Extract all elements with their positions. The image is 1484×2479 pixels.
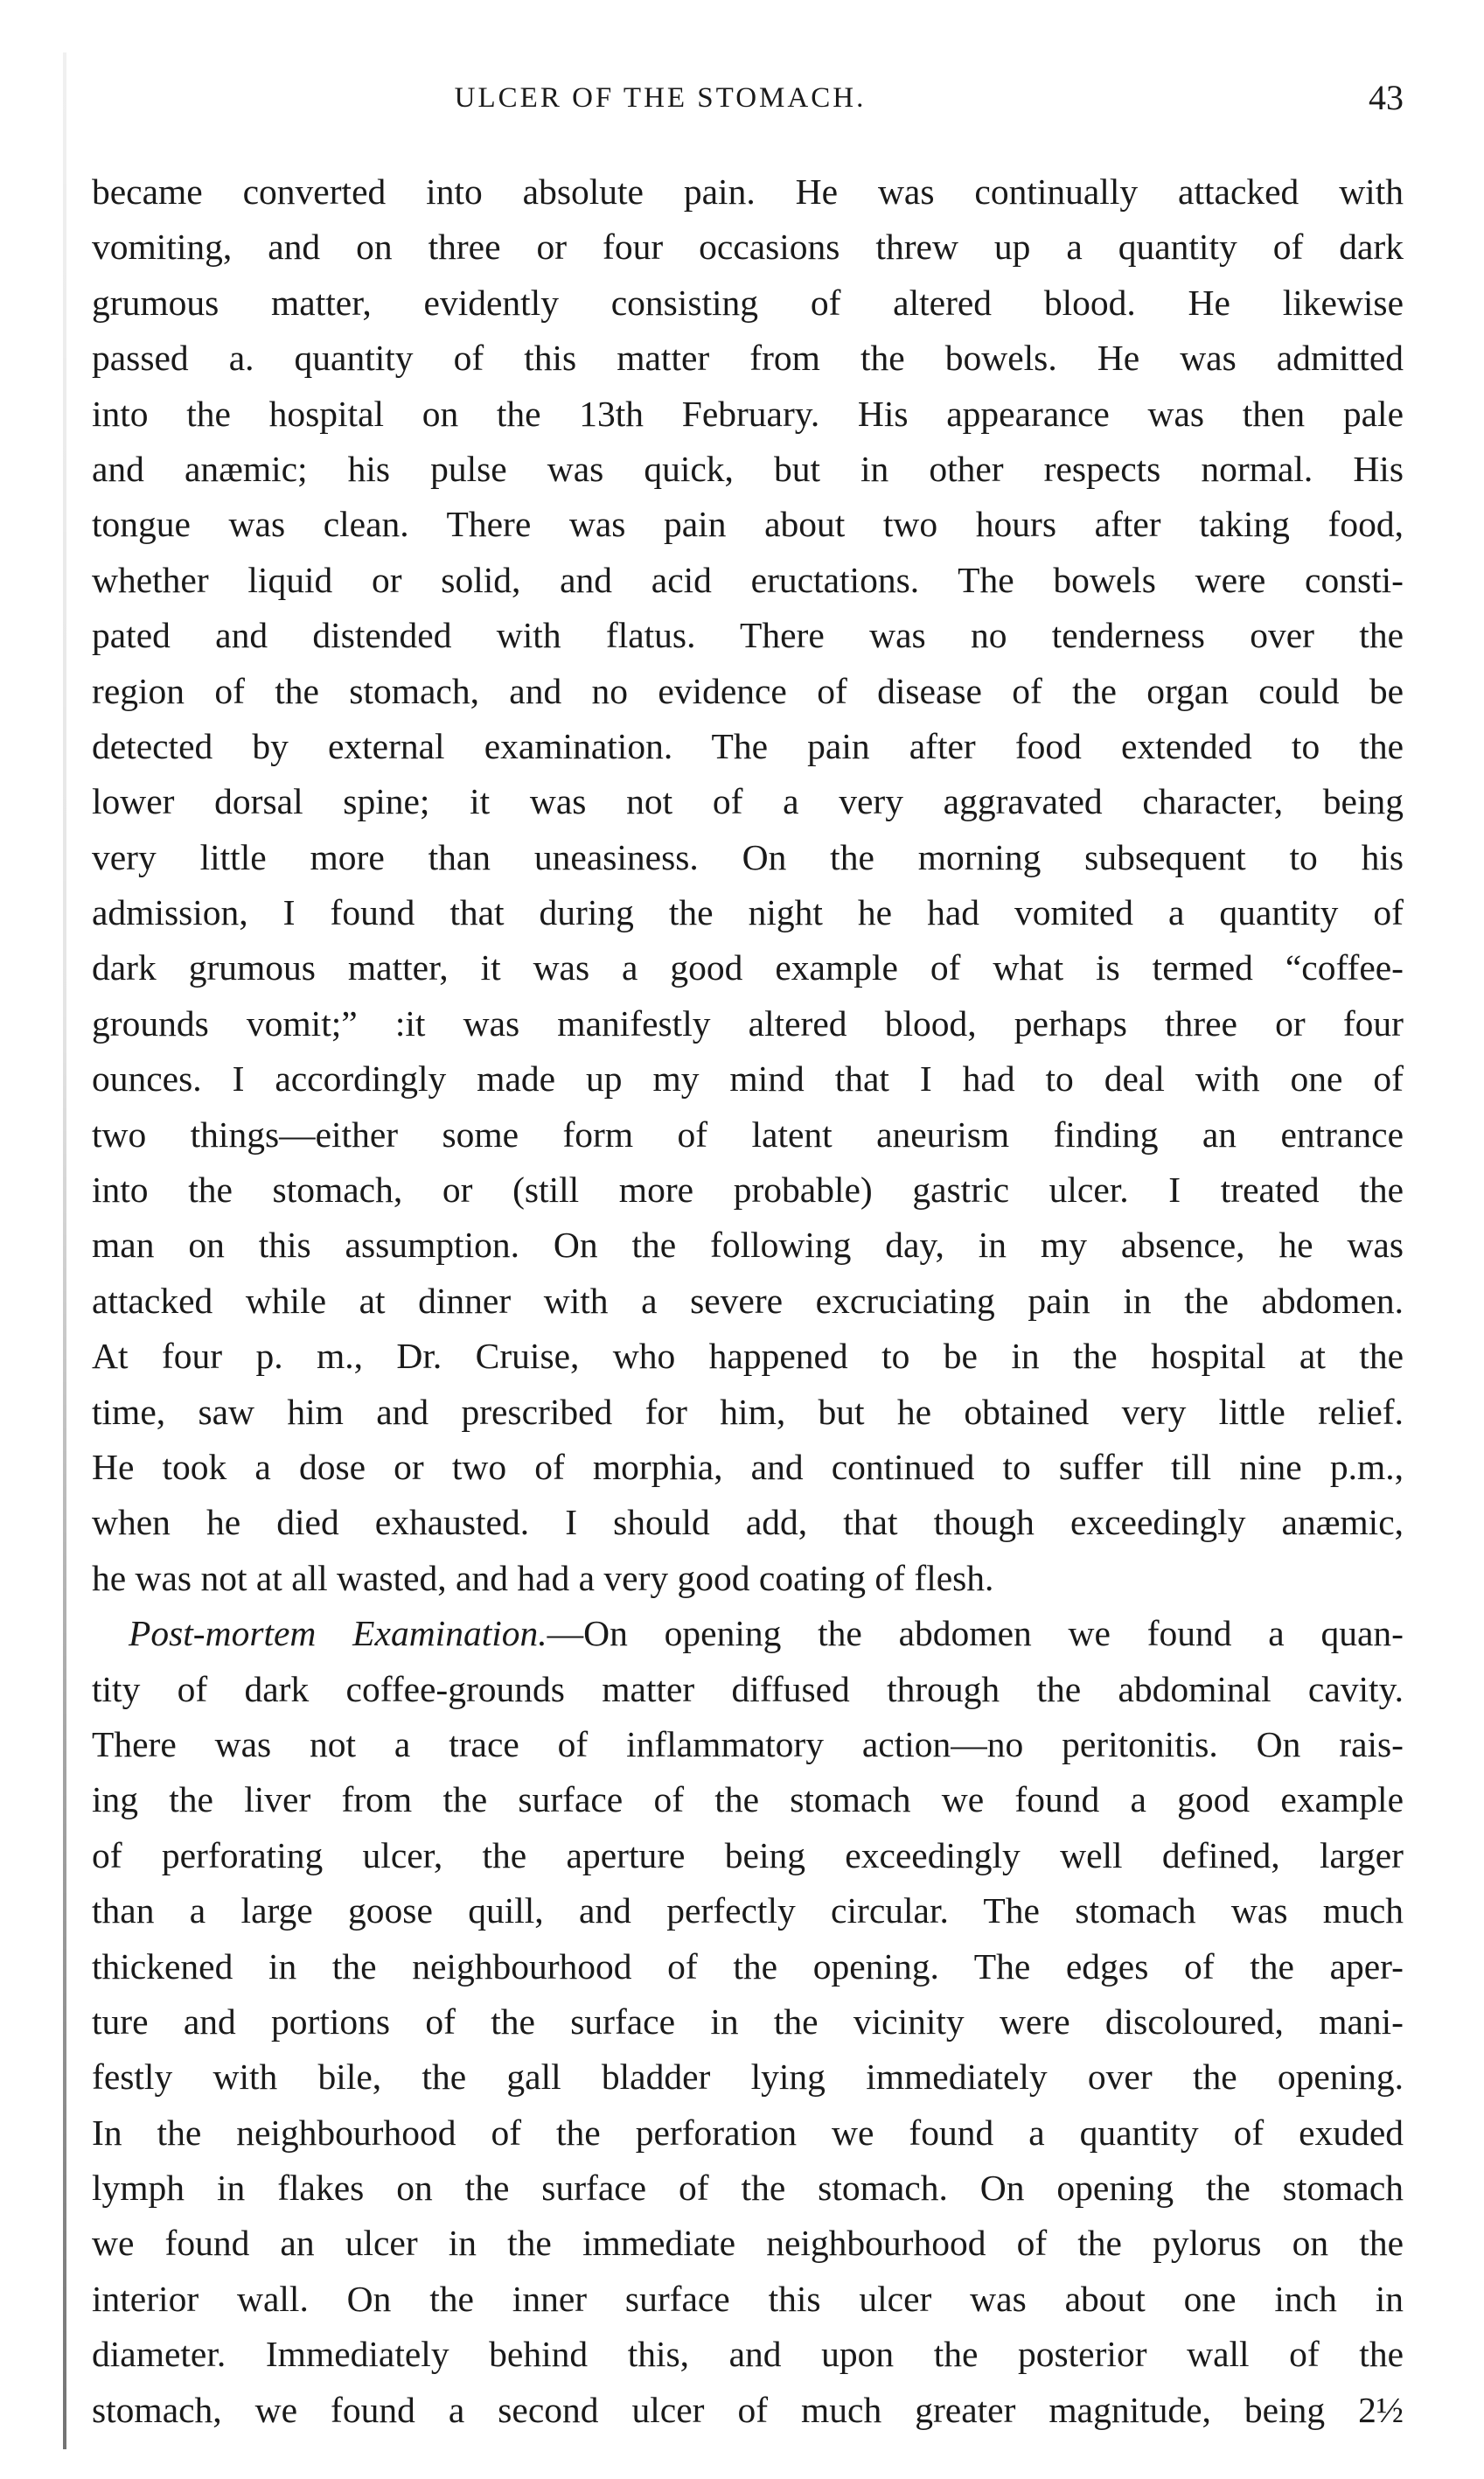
body-text bbox=[92, 164, 1404, 2438]
text-line: attacked while at dinner with a severe excruciating pain in the abdomen. bbox=[92, 1280, 1404, 1321]
page-number: 43 bbox=[1369, 78, 1404, 117]
text-line: ounces. I accordingly made up my mind that I had to deal with one of bbox=[92, 1058, 1404, 1100]
text-line: tity of dark coffee-grounds matter diffused through the abdominal cavity. bbox=[92, 1668, 1404, 1709]
text-line: In the neighbourhood of the perforation we found a quantity of exuded bbox=[92, 2112, 1404, 2153]
text-line: pated and distended with flatus. There was no tenderness over the bbox=[92, 615, 1404, 656]
text-line: of perforating ulcer, the aperture being exceedingly well defined, larger bbox=[92, 1834, 1404, 1875]
text-line: dark grumous matter, it was a good example of what is termed “coffee- bbox=[92, 947, 1404, 988]
text-line: ing the liver from the surface of the stomach we found a good example bbox=[92, 1779, 1404, 1820]
text-line: ture and portions of the surface in the vicinity were discoloured, mani- bbox=[92, 2001, 1404, 2042]
binding-edge-shadow bbox=[63, 52, 66, 2449]
text-line: passed a. quantity of this matter from the bowels. He was admitted bbox=[92, 338, 1404, 379]
paragraph-case-history bbox=[92, 164, 1404, 1606]
text-line: time, saw him and prescribed for him, but he obtained very little relief. bbox=[92, 1391, 1404, 1432]
paragraph-post-mortem bbox=[92, 1606, 1404, 2438]
text-line: stomach, we found a second ulcer of much greater magnitude, being 2½ bbox=[92, 2389, 1404, 2430]
text-line: whether liquid or solid, and acid eructations. The bowels were consti- bbox=[92, 559, 1404, 600]
text-line: and anæmic; his pulse was quick, but in other respects normal. His bbox=[92, 448, 1404, 489]
text-line: into the stomach, or (still more probable) gastric ulcer. I treated the bbox=[92, 1170, 1404, 1211]
text-line: festly with bile, the gall bladder lying immediately over the opening. bbox=[92, 2057, 1404, 2098]
text-line: we found an ulcer in the immediate neighbourhood of the pylorus on the bbox=[92, 2223, 1404, 2264]
text-line: when he died exhausted. I should add, that though exceedingly anæmic, bbox=[92, 1502, 1404, 1543]
text-line: region of the stomach, and no evidence of disease of the organ could be bbox=[92, 670, 1404, 711]
text-line: man on this assumption. On the following day, in my absence, he was bbox=[92, 1225, 1404, 1266]
text-line: grounds vomit;” :it was manifestly altered blood, perhaps three or four bbox=[92, 1002, 1404, 1044]
text-line: tongue was clean. There was pain about two hours after taking food, bbox=[92, 504, 1404, 545]
text-line: became converted into absolute pain. He was continually attacked with bbox=[92, 171, 1404, 212]
text-line: interior wall. On the inner surface this ulcer was about one inch in bbox=[92, 2278, 1404, 2319]
running-head bbox=[92, 77, 1404, 129]
text-line: very little more than uneasiness. On the morning subsequent to his bbox=[92, 836, 1404, 877]
text-line: vomiting, and on three or four occasions threw up a quantity of dark bbox=[92, 227, 1404, 268]
text-line: grumous matter, evidently consisting of altered blood. He likewise bbox=[92, 282, 1404, 323]
text-line: than a large goose quill, and perfectly circular. The stomach was much bbox=[92, 1890, 1404, 1931]
text-line: thickened in the neighbourhood of the opening. The edges of the aper- bbox=[92, 1945, 1404, 1987]
text-line: lymph in flakes on the surface of the stomach. On opening the stomach bbox=[92, 2168, 1404, 2209]
text-line: admission, I found that during the night he had vomited a quantity of bbox=[92, 892, 1404, 933]
text-line: he was not at all wasted, and had a very good coating of flesh. bbox=[92, 1557, 994, 1598]
section-heading: Post-mortem Examination. bbox=[129, 1613, 547, 1654]
text-line: At four p. m., Dr. Cruise, who happened to be in the hospital at the bbox=[92, 1336, 1404, 1377]
text-line: detected by external examination. The pain after food extended to the bbox=[92, 725, 1404, 766]
text-line: There was not a trace of inflammatory action—no peritonitis. On rais- bbox=[92, 1723, 1404, 1764]
text-line: two things—either some form of latent aneurism finding an entrance bbox=[92, 1114, 1404, 1155]
text-line bbox=[92, 1606, 1404, 1661]
text-run: —On opening the abdomen we found a quan- bbox=[547, 1613, 1404, 1654]
text-line: into the hospital on the 13th February. His appearance was then pale bbox=[92, 393, 1404, 434]
running-title: ULCER OF THE STOMACH. bbox=[454, 82, 867, 114]
text-line: He took a dose or two of morphia, and continued to suffer till nine p.m., bbox=[92, 1446, 1404, 1487]
text-line: diameter. Immediately behind this, and upon the posterior wall of the bbox=[92, 2334, 1404, 2375]
text-line: lower dorsal spine; it was not of a very aggravated character, being bbox=[92, 781, 1404, 822]
